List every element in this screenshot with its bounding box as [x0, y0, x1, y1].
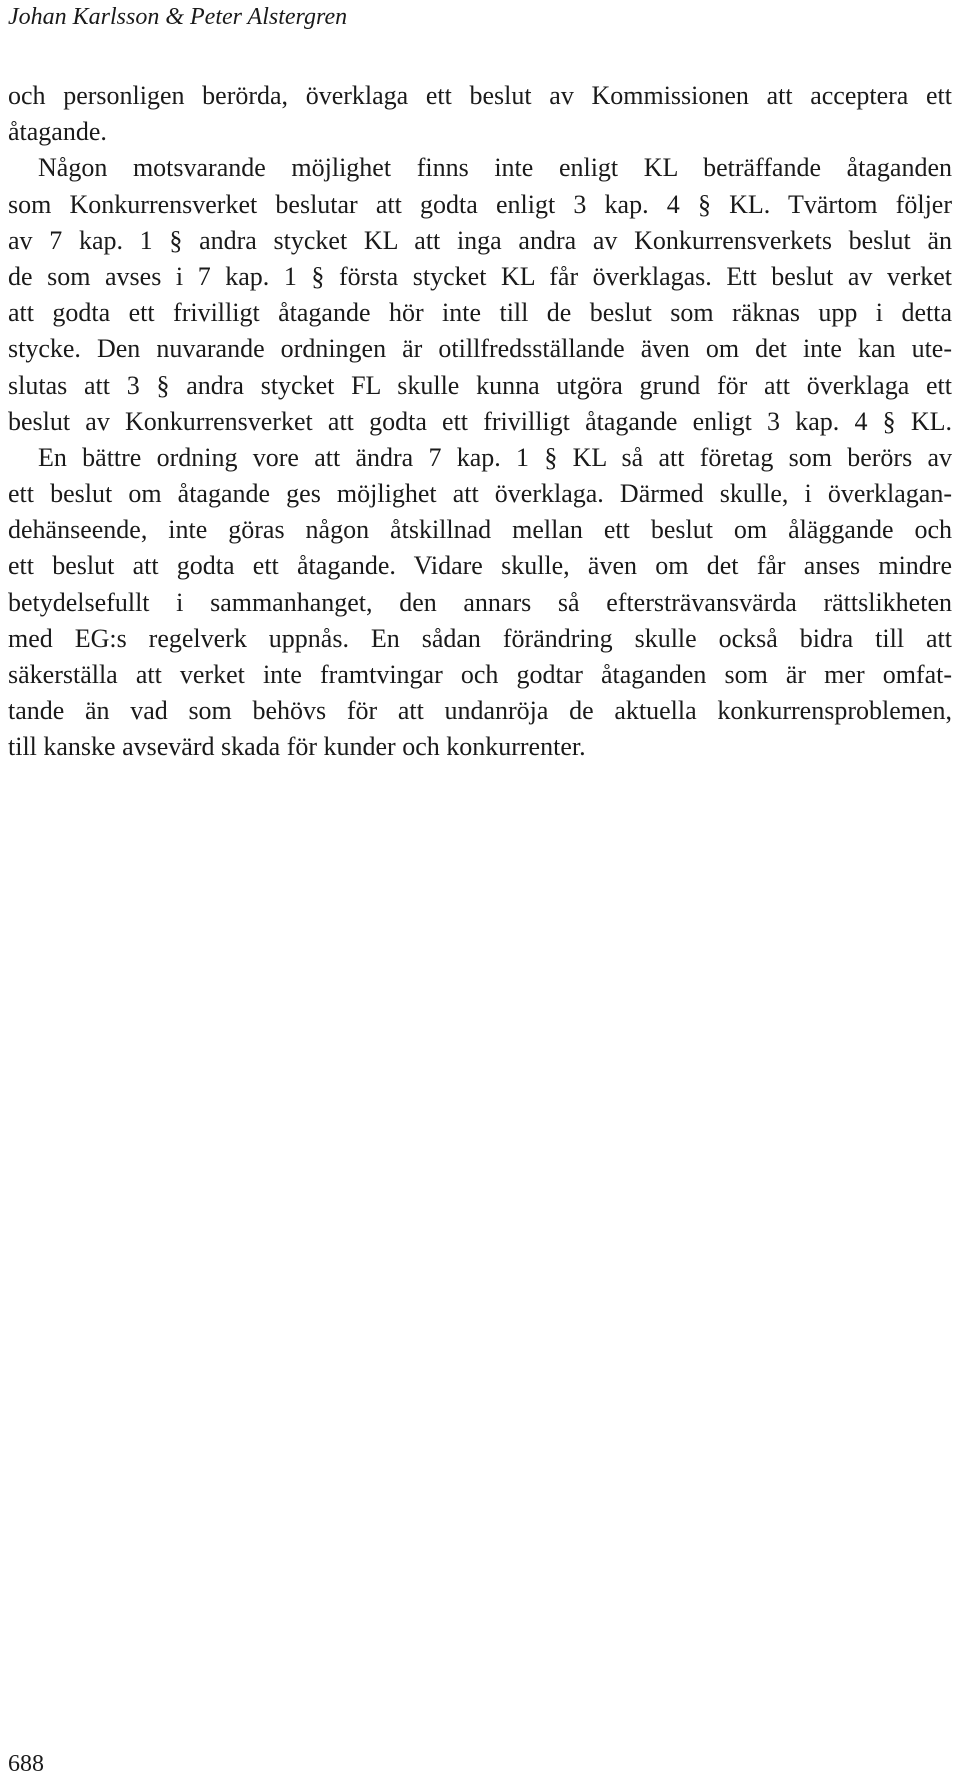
body-text: [8, 78, 952, 766]
text-line: åtagande.: [8, 117, 107, 147]
text-line: säkerställa att verket inte framtvingar och godtar åtaganden som är mer omfat-: [8, 660, 952, 689]
text-line: och personligen berörda, överklaga ett beslut av Kommissionen att acceptera ett: [8, 81, 952, 110]
text-line: ett beslut att godta ett åtagande. Vidare skulle, även om det får anses mindre: [8, 551, 952, 581]
text-line: betydelsefullt i sammanhanget, den annars så eftersträvansvärda rättslikheten: [8, 587, 952, 617]
text-line: beslut av Konkurrensverket att godta ett frivilligt åtagande enligt 3 kap. 4 § KL.: [8, 406, 952, 436]
text-line: ett beslut om åtagande ges möjlighet att överklaga. Därmed skulle, i överklagan-: [8, 479, 952, 509]
paragraph-first-line: Någon motsvarande möjlighet finns inte enligt KL beträffande åtaganden: [38, 153, 952, 183]
text-line: som Konkurrensverket beslutar att godta enligt 3 kap. 4 § KL. Tvärtom följer: [8, 189, 952, 219]
text-line: slutas att 3 § andra stycket FL skulle kunna utgöra grund för att överklaga ett: [8, 370, 952, 400]
page-number: 688: [8, 1751, 44, 1777]
text-line: stycke. Den nuvarande ordningen är otillfredsställande även om det inte kan ute-: [8, 334, 952, 364]
running-head: Johan Karlsson & Peter Alstergren: [8, 4, 348, 30]
text-line: med EG:s regelverk uppnås. En sådan förändring skulle också bidra till att: [8, 623, 952, 653]
text-line: till kanske avsevärd skada för kunder och konkurrenter.: [8, 732, 586, 762]
text-line: dehänseende, inte göras någon åtskillnad mellan ett beslut om åläggande och: [8, 515, 952, 545]
text-line: av 7 kap. 1 § andra stycket KL att inga andra av Konkurrensverkets beslut än: [8, 225, 952, 255]
paragraph-first-line: En bättre ordning vore att ändra 7 kap. 1 § KL så att företag som berörs av: [38, 442, 952, 472]
text-line: de som avses i 7 kap. 1 § första stycket KL får överklagas. Ett beslut av verket: [8, 261, 952, 291]
text-line: tande än vad som behövs för att undanröja de aktuella konkurrensproblemen,: [8, 696, 952, 726]
text-line: att godta ett frivilligt åtagande hör inte till de beslut som räknas upp i detta: [8, 298, 952, 328]
